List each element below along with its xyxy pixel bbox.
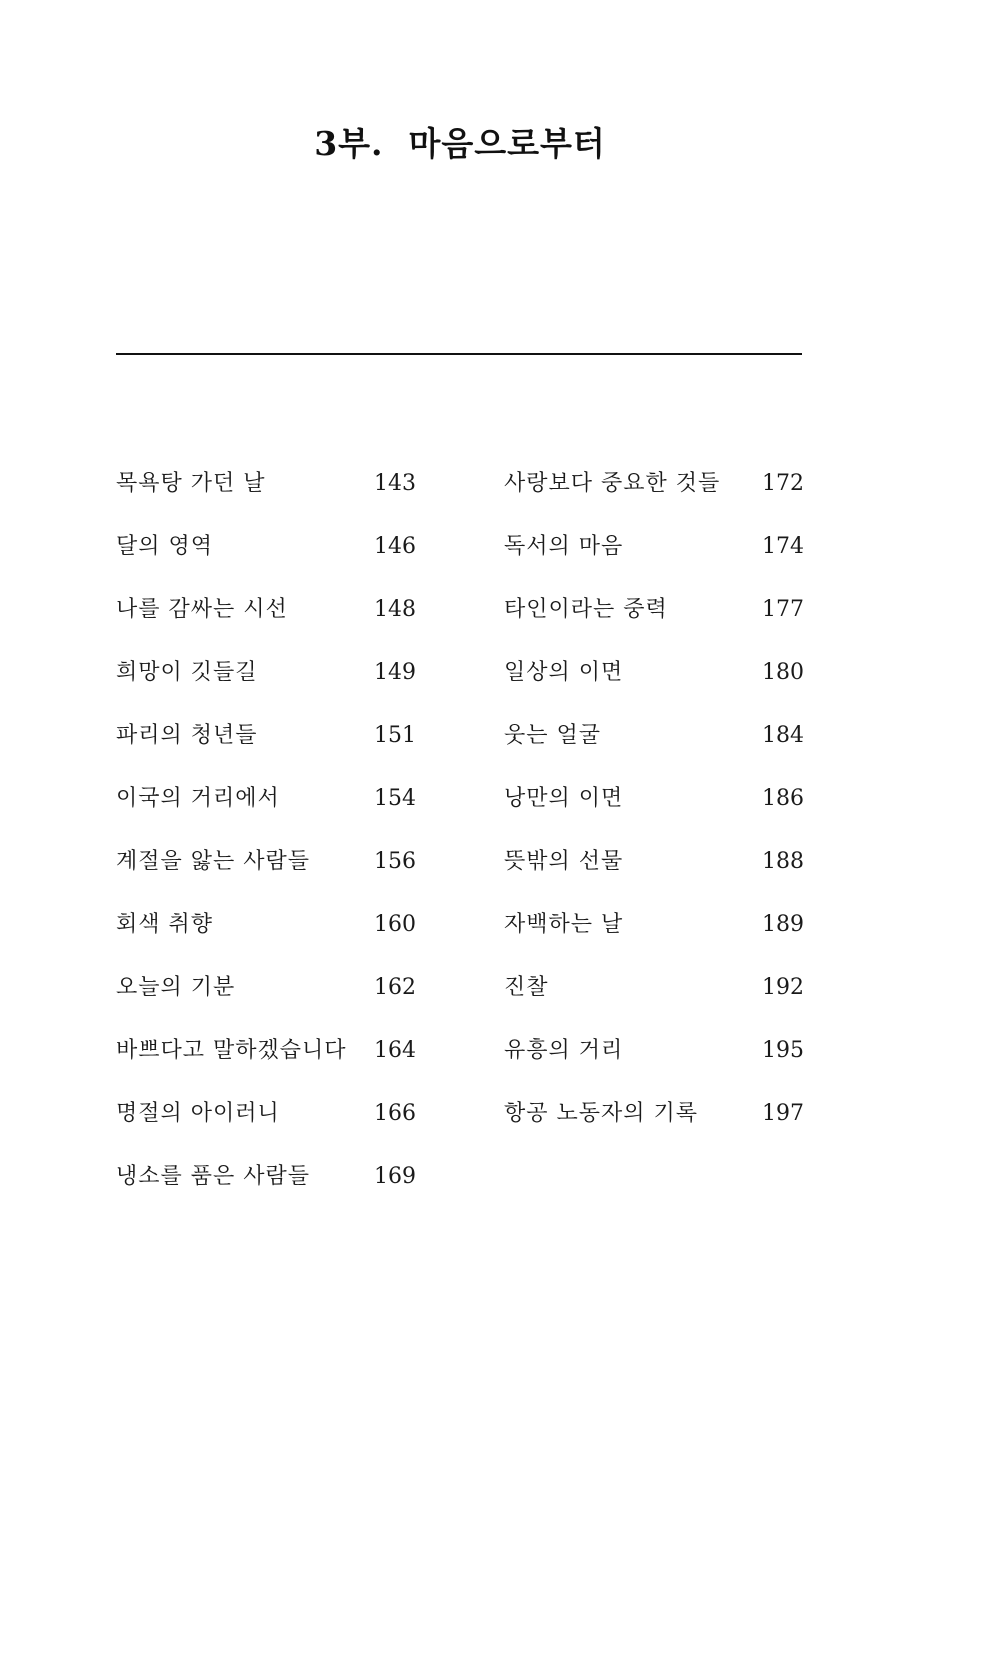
toc-entry-page-number: 189: [762, 912, 804, 937]
toc-entry-page-number: 180: [762, 660, 804, 685]
toc-entry-title: 파리의 청년들: [116, 723, 258, 748]
toc-entry-title: 뜻밖의 선물: [504, 849, 624, 874]
toc-entry-title: 타인이라는 중력: [504, 597, 668, 622]
toc-entry-title: 목욕탕 가던 날: [116, 471, 266, 496]
toc-entry-page-number: 169: [374, 1164, 416, 1189]
toc-entry-title: 계절을 앓는 사람들: [116, 849, 311, 874]
toc-entry-page-number: 156: [374, 849, 416, 874]
toc-entry-title: 낭만의 이면: [504, 786, 624, 811]
toc-entry-page-number: 177: [762, 597, 804, 622]
toc-entry-title: 나를 감싸는 시선: [116, 597, 288, 622]
toc-entry-page-number: 184: [762, 723, 804, 748]
toc-entry-page-number: 195: [762, 1038, 804, 1063]
toc-entry-title: 일상의 이면: [504, 660, 624, 685]
toc-entry: [504, 596, 804, 659]
toc-entry-page-number: 197: [762, 1101, 804, 1126]
toc-entry-title: 진찰: [504, 975, 549, 1000]
toc-entry-title: 회색 취향: [116, 912, 214, 937]
toc-entry: [116, 533, 416, 596]
toc-entry-page-number: 186: [762, 786, 804, 811]
toc-entry: [116, 911, 416, 974]
toc-entry-title: 냉소를 품은 사람들: [116, 1164, 311, 1189]
toc-entry: [504, 785, 804, 848]
toc-entry-page-number: 188: [762, 849, 804, 874]
toc-entry-title: 웃는 얼굴: [504, 723, 602, 748]
page-title: 3부. 마음으로부터: [314, 124, 606, 163]
toc-entry-page-number: 162: [374, 975, 416, 1000]
toc-entry: [116, 596, 416, 659]
toc-entry: [504, 470, 804, 533]
toc-entry: [116, 785, 416, 848]
toc-entry-page-number: 154: [374, 786, 416, 811]
toc-column-left: [116, 470, 416, 1226]
toc-entry: [116, 1037, 416, 1100]
toc-entry-page-number: 146: [374, 534, 416, 559]
toc-entry-title: 항공 노동자의 기록: [504, 1101, 699, 1126]
toc-entry: [504, 722, 804, 785]
toc-entry-page-number: 192: [762, 975, 804, 1000]
toc-entry: [116, 1100, 416, 1163]
toc-entry: [116, 848, 416, 911]
toc-entry-page-number: 151: [374, 723, 416, 748]
toc-entry: [116, 1163, 416, 1226]
toc-entry-page-number: 148: [374, 597, 416, 622]
toc-entry-title: 희망이 깃들길: [116, 660, 258, 685]
toc-entry-title: 달의 영역: [116, 534, 214, 559]
toc-entry: [504, 659, 804, 722]
title-divider: [116, 353, 802, 355]
toc-entry: [504, 911, 804, 974]
toc-entry: [116, 722, 416, 785]
toc-entry-title: 명절의 아이러니: [116, 1101, 280, 1126]
toc-column-right: [504, 470, 804, 1163]
toc-entry-title: 자백하는 날: [504, 912, 624, 937]
toc-entry-page-number: 164: [374, 1038, 416, 1063]
toc-entry-title: 바쁘다고 말하겠습니다: [116, 1038, 347, 1063]
toc-entry: [504, 533, 804, 596]
toc-entry: [116, 974, 416, 1037]
toc-entry-title: 사랑보다 중요한 것들: [504, 471, 721, 496]
toc-entry-page-number: 143: [374, 471, 416, 496]
toc-entry-title: 오늘의 기분: [116, 975, 236, 1000]
toc-entry-title: 이국의 거리에서: [116, 786, 280, 811]
toc-entry-title: 유흥의 거리: [504, 1038, 624, 1063]
toc-entry-title: 독서의 마음: [504, 534, 624, 559]
toc-entry: [116, 470, 416, 533]
toc-entry: [116, 659, 416, 722]
toc-entry-page-number: 174: [762, 534, 804, 559]
toc-entry: [504, 974, 804, 1037]
toc-entry: [504, 848, 804, 911]
toc-entry-page-number: 160: [374, 912, 416, 937]
toc-entry-page-number: 172: [762, 471, 804, 496]
toc-entry: [504, 1037, 804, 1100]
toc-entry-page-number: 166: [374, 1101, 416, 1126]
toc-entry-page-number: 149: [374, 660, 416, 685]
toc-entry: [504, 1100, 804, 1163]
